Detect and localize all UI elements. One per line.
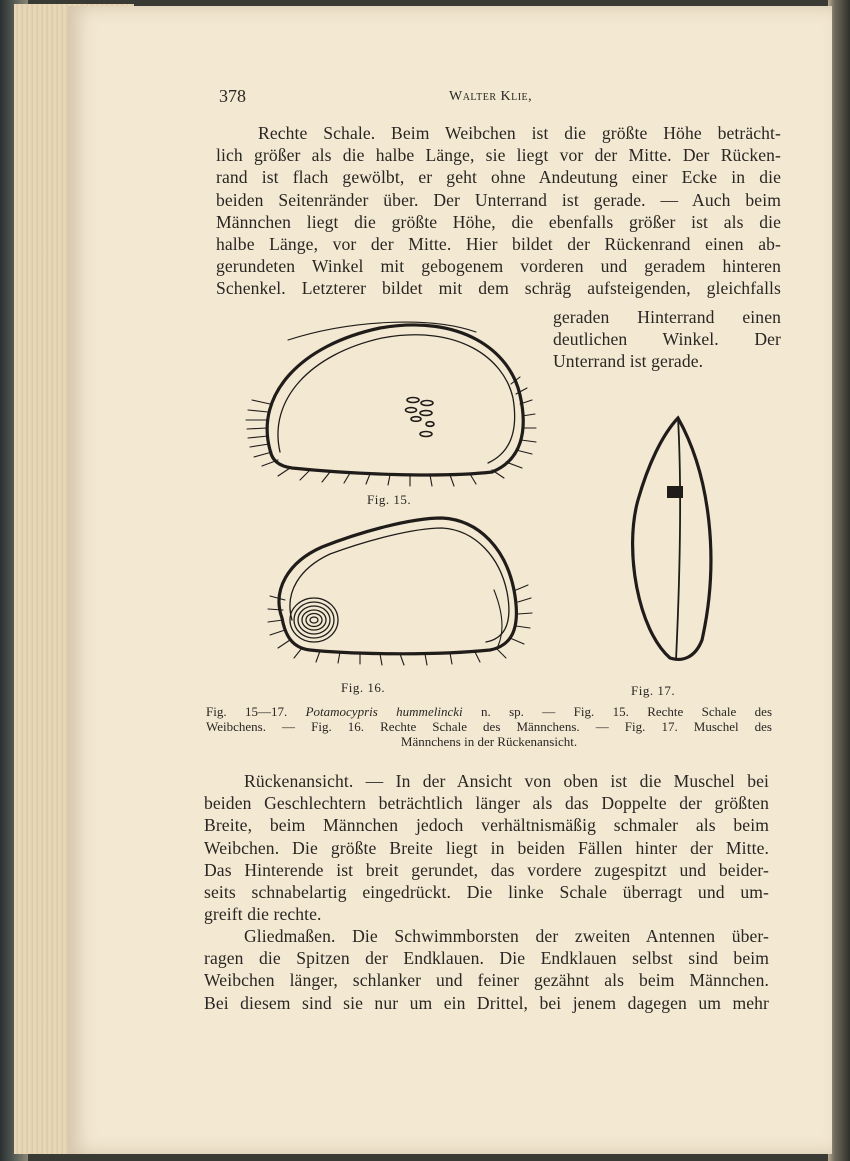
figure-caption bbox=[206, 704, 772, 749]
text-line: Unterrand ist gerade. bbox=[553, 351, 704, 372]
text-line: Bei diesem sind sie nur um ein Drittel, bei jenem dagegen um mehr bbox=[204, 992, 769, 1013]
text-line: beiden Seitenränder über. Der Unterrand ist gerade. — Auch beim bbox=[216, 189, 781, 210]
caption-line-2: Weibchens. — Fig. 16. Rechte Schale des Männchens. — Fig. 17. Muschel des bbox=[206, 719, 772, 734]
text-line: Rückenansicht. — In der Ansicht von oben ist die Muschel bei bbox=[244, 771, 769, 791]
text-line: Gliedmaßen. Die Schwimmborsten der zweiten Antennen über- bbox=[244, 926, 769, 946]
text-line: Breite, beim Männchen jedoch verhältnismäßig schmaler als beim bbox=[204, 815, 769, 836]
fig15-shell-drawing bbox=[246, 322, 536, 486]
running-head: Walter Klie, bbox=[449, 89, 533, 104]
text-line: lich größer als die halbe Länge, sie liegt vor der Mitte. Der Rücken- bbox=[216, 145, 781, 166]
text-line: rand ist flach gewölbt, er geht ohne Andeutung einer Ecke in die bbox=[216, 167, 781, 188]
figure-17-label: Fig. 17. bbox=[631, 683, 676, 698]
paragraph-rechte-schale bbox=[216, 122, 781, 300]
caption-species-name: Potamocypris hummelincki bbox=[305, 704, 463, 719]
page-number: 378 bbox=[219, 86, 246, 106]
text-line: Das Hinterende ist breit gerundet, das vordere zugespitzt und beider- bbox=[204, 859, 769, 880]
figure-16-label: Fig. 16. bbox=[341, 680, 386, 695]
figure-illustrations bbox=[230, 300, 790, 680]
text-line: ragen die Spitzen der Endklauen. Die Endklauen selbst sind beim bbox=[204, 948, 769, 969]
text-line: deutlichen Winkel. Der bbox=[553, 329, 781, 350]
text-line: gerundeten Winkel mit gebogenem vorderen und geradem hinteren bbox=[216, 256, 781, 277]
caption-line-1 bbox=[206, 704, 772, 719]
text-line: Männchen liegt die größte Höhe, die ebenfalls größer ist als die bbox=[216, 211, 781, 232]
text-line: Weibchen länger, schlanker und feiner gezähnt als beim Männchen. bbox=[204, 970, 769, 991]
caption-line-3: Männchens in der Rückenansicht. bbox=[400, 734, 578, 749]
figure-15-label: Fig. 15. bbox=[367, 492, 412, 507]
caption-line-1-rest: n. sp. — Fig. 15. Rechte Schale des bbox=[480, 704, 773, 719]
paragraph-gliedmassen bbox=[204, 925, 769, 1014]
text-line: seits schnabelartig eingedrückt. Die linke Schale überragt und um- bbox=[204, 882, 769, 903]
text-line: greift die rechte. bbox=[204, 904, 322, 925]
text-line: halbe Länge, vor der Mitte. Hier bildet der Rückenrand einen ab- bbox=[216, 234, 781, 255]
text-line: beiden Geschlechtern beträchtlich länger als das Doppelte der größten bbox=[204, 793, 769, 814]
page-header bbox=[219, 86, 759, 112]
fig17-dorsal-drawing bbox=[633, 418, 711, 660]
caption-figure-range: Fig. 15—17. bbox=[206, 704, 288, 719]
text-line: geraden Hinterrand einen bbox=[553, 307, 781, 327]
text-line: Schenkel. Letzterer bildet mit dem schräg aufsteigenden, gleichfalls bbox=[216, 278, 781, 299]
fig16-shell-drawing bbox=[268, 518, 532, 665]
text-line: Weibchen. Die größte Breite liegt in beiden Fällen hinter der Mitte. bbox=[204, 837, 769, 858]
text-line: Rechte Schale. Beim Weibchen ist die größte Höhe beträcht- bbox=[258, 123, 781, 143]
paragraph-rueckenansicht bbox=[204, 770, 769, 925]
